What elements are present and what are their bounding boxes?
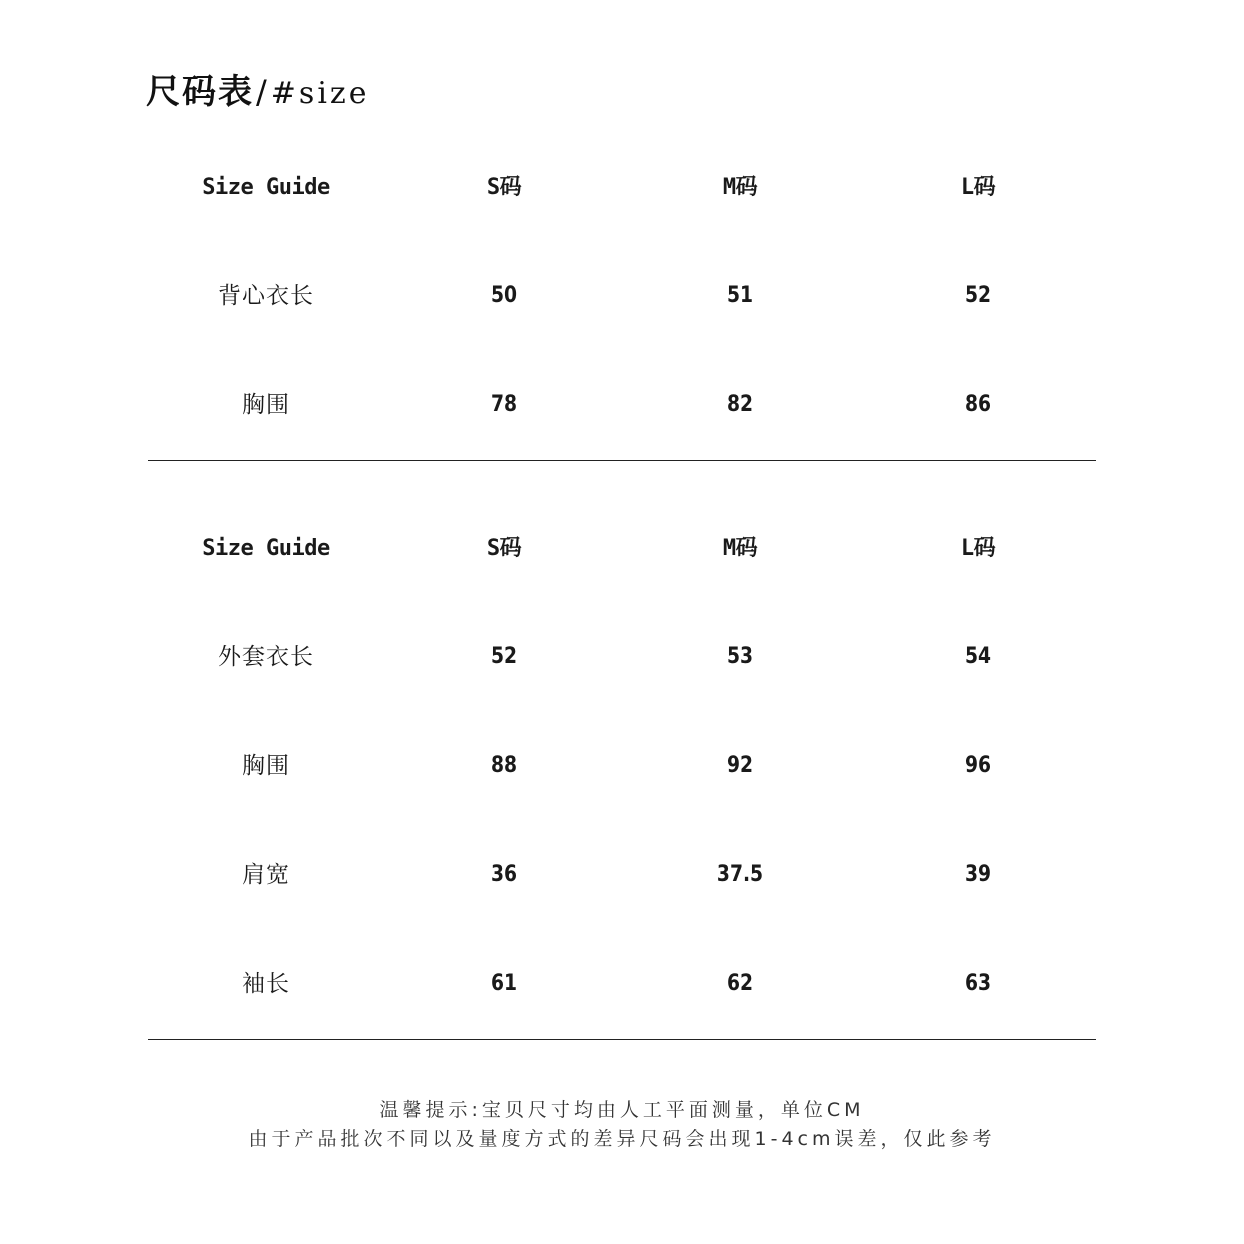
value-l: 96 — [964, 753, 992, 778]
row-label: 背心衣长 — [218, 283, 314, 309]
value-s: 88 — [490, 753, 518, 778]
table-row — [148, 276, 1096, 316]
title-separator: / — [256, 73, 267, 111]
header-size-l: L码 — [960, 536, 996, 561]
value-m: 53 — [726, 644, 754, 669]
value-l: 63 — [964, 971, 992, 996]
header-size-m: M码 — [722, 536, 758, 561]
table-row — [148, 385, 1096, 425]
header-size-l: L码 — [960, 175, 996, 200]
title-english: #size — [270, 76, 370, 111]
table-header-row — [148, 168, 1096, 208]
value-s: 61 — [490, 971, 518, 996]
row-label: 胸围 — [242, 753, 290, 779]
value-s: 36 — [490, 862, 518, 887]
header-size-guide: Size Guide — [202, 175, 330, 200]
value-s: 52 — [490, 644, 518, 669]
page-title — [146, 64, 369, 112]
note-line-2: 由于产品批次不同以及量度方式的差异尺码会出现1-4cm误差，仅此参考 — [248, 1128, 996, 1150]
note-line-1: 温馨提示:宝贝尺寸均由人工平面测量，单位CM — [379, 1099, 865, 1121]
value-s: 50 — [490, 283, 518, 308]
table-row — [148, 746, 1096, 786]
value-m: 37.5 — [716, 862, 764, 887]
table-row — [148, 637, 1096, 677]
divider-line — [148, 460, 1096, 461]
value-s: 78 — [490, 392, 518, 417]
header-size-s: S码 — [486, 175, 522, 200]
value-m: 82 — [726, 392, 754, 417]
row-label: 胸围 — [242, 392, 290, 418]
table-header-row — [148, 529, 1096, 569]
table-row — [148, 964, 1096, 1004]
header-size-m: M码 — [722, 175, 758, 200]
value-m: 92 — [726, 753, 754, 778]
value-l: 52 — [964, 283, 992, 308]
row-label: 袖长 — [242, 971, 290, 997]
header-size-guide: Size Guide — [202, 536, 330, 561]
row-label: 肩宽 — [242, 862, 290, 888]
header-size-s: S码 — [486, 536, 522, 561]
table-row — [148, 855, 1096, 895]
divider-line — [148, 1039, 1096, 1040]
title-chinese: 尺码表 — [146, 72, 254, 112]
value-m: 62 — [726, 971, 754, 996]
row-label: 外套衣长 — [218, 644, 314, 670]
value-l: 86 — [964, 392, 992, 417]
value-m: 51 — [726, 283, 754, 308]
value-l: 39 — [964, 862, 992, 887]
value-l: 54 — [964, 644, 992, 669]
